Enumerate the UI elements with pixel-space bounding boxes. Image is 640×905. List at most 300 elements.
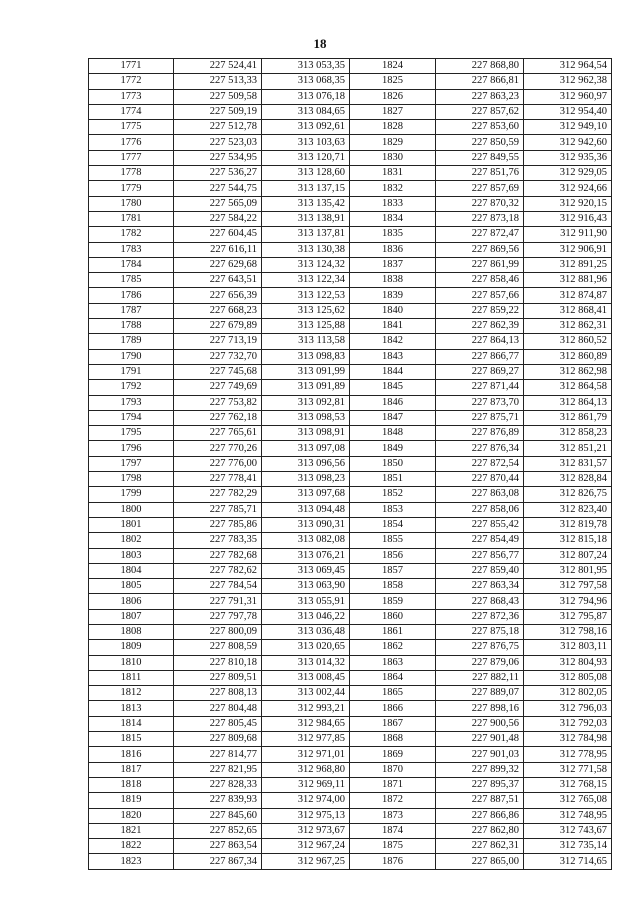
table-row xyxy=(89,579,612,594)
y-coordinate-cell: 313 076,21 xyxy=(262,548,350,563)
point-number-cell: 1806 xyxy=(89,594,174,609)
table-row xyxy=(89,548,612,563)
x-coordinate-cell: 227 875,71 xyxy=(436,410,524,425)
x-coordinate-cell: 227 857,69 xyxy=(436,181,524,196)
y-coordinate-cell: 313 113,58 xyxy=(262,334,350,349)
point-number-cell: 1854 xyxy=(350,517,436,532)
x-coordinate-cell: 227 828,33 xyxy=(174,777,262,792)
x-coordinate-cell: 227 850,59 xyxy=(436,135,524,150)
y-coordinate-cell: 313 103,63 xyxy=(262,135,350,150)
y-coordinate-cell: 313 122,53 xyxy=(262,288,350,303)
x-coordinate-cell: 227 797,78 xyxy=(174,609,262,624)
table-row xyxy=(89,823,612,838)
table-row xyxy=(89,426,612,441)
point-number-cell: 1846 xyxy=(350,395,436,410)
x-coordinate-cell: 227 862,80 xyxy=(436,823,524,838)
point-number-cell: 1831 xyxy=(350,166,436,181)
x-coordinate-cell: 227 782,62 xyxy=(174,563,262,578)
point-number-cell: 1830 xyxy=(350,150,436,165)
y-coordinate-cell: 313 055,91 xyxy=(262,594,350,609)
point-number-cell: 1872 xyxy=(350,793,436,808)
point-number-cell: 1865 xyxy=(350,686,436,701)
table-row xyxy=(89,487,612,502)
y-coordinate-cell: 312 962,38 xyxy=(524,74,612,89)
y-coordinate-cell: 312 929,05 xyxy=(524,166,612,181)
table-row xyxy=(89,242,612,257)
x-coordinate-cell: 227 509,58 xyxy=(174,89,262,104)
y-coordinate-cell: 313 124,32 xyxy=(262,257,350,272)
x-coordinate-cell: 227 814,77 xyxy=(174,747,262,762)
y-coordinate-cell: 312 954,40 xyxy=(524,104,612,119)
point-number-cell: 1783 xyxy=(89,242,174,257)
y-coordinate-cell: 312 964,54 xyxy=(524,59,612,74)
y-coordinate-cell: 313 046,22 xyxy=(262,609,350,624)
point-number-cell: 1801 xyxy=(89,517,174,532)
table-row xyxy=(89,839,612,854)
table-row xyxy=(89,502,612,517)
x-coordinate-cell: 227 872,54 xyxy=(436,456,524,471)
y-coordinate-cell: 312 862,98 xyxy=(524,364,612,379)
y-coordinate-cell: 312 860,89 xyxy=(524,349,612,364)
point-number-cell: 1800 xyxy=(89,502,174,517)
x-coordinate-cell: 227 873,70 xyxy=(436,395,524,410)
point-number-cell: 1841 xyxy=(350,319,436,334)
table-row xyxy=(89,854,612,869)
x-coordinate-cell: 227 869,56 xyxy=(436,242,524,257)
y-coordinate-cell: 312 858,23 xyxy=(524,426,612,441)
point-number-cell: 1876 xyxy=(350,854,436,869)
x-coordinate-cell: 227 782,68 xyxy=(174,548,262,563)
x-coordinate-cell: 227 749,69 xyxy=(174,380,262,395)
x-coordinate-cell: 227 866,86 xyxy=(436,808,524,823)
point-number-cell: 1811 xyxy=(89,670,174,685)
x-coordinate-cell: 227 866,77 xyxy=(436,349,524,364)
y-coordinate-cell: 312 861,79 xyxy=(524,410,612,425)
x-coordinate-cell: 227 900,56 xyxy=(436,716,524,731)
x-coordinate-cell: 227 872,36 xyxy=(436,609,524,624)
point-number-cell: 1860 xyxy=(350,609,436,624)
table-row xyxy=(89,655,612,670)
x-coordinate-cell: 227 784,54 xyxy=(174,579,262,594)
x-coordinate-cell: 227 656,39 xyxy=(174,288,262,303)
x-coordinate-cell: 227 809,68 xyxy=(174,732,262,747)
table-row xyxy=(89,364,612,379)
x-coordinate-cell: 227 882,11 xyxy=(436,670,524,685)
x-coordinate-cell: 227 765,61 xyxy=(174,426,262,441)
y-coordinate-cell: 312 881,96 xyxy=(524,273,612,288)
point-number-cell: 1828 xyxy=(350,120,436,135)
x-coordinate-cell: 227 839,93 xyxy=(174,793,262,808)
point-number-cell: 1776 xyxy=(89,135,174,150)
point-number-cell: 1842 xyxy=(350,334,436,349)
point-number-cell: 1773 xyxy=(89,89,174,104)
table-row xyxy=(89,257,612,272)
y-coordinate-cell: 313 097,68 xyxy=(262,487,350,502)
point-number-cell: 1853 xyxy=(350,502,436,517)
table-row xyxy=(89,120,612,135)
y-coordinate-cell: 312 969,11 xyxy=(262,777,350,792)
point-number-cell: 1790 xyxy=(89,349,174,364)
table-row xyxy=(89,395,612,410)
x-coordinate-cell: 227 732,70 xyxy=(174,349,262,364)
table-row xyxy=(89,380,612,395)
x-coordinate-cell: 227 873,18 xyxy=(436,211,524,226)
point-number-cell: 1867 xyxy=(350,716,436,731)
x-coordinate-cell: 227 783,35 xyxy=(174,533,262,548)
table-row xyxy=(89,777,612,792)
table-row xyxy=(89,303,612,318)
y-coordinate-cell: 313 125,62 xyxy=(262,303,350,318)
table-row xyxy=(89,319,612,334)
x-coordinate-cell: 227 898,16 xyxy=(436,701,524,716)
y-coordinate-cell: 313 002,44 xyxy=(262,686,350,701)
x-coordinate-cell: 227 513,33 xyxy=(174,74,262,89)
y-coordinate-cell: 313 098,23 xyxy=(262,472,350,487)
y-coordinate-cell: 313 082,08 xyxy=(262,533,350,548)
x-coordinate-cell: 227 901,48 xyxy=(436,732,524,747)
x-coordinate-cell: 227 524,41 xyxy=(174,59,262,74)
x-coordinate-cell: 227 778,41 xyxy=(174,472,262,487)
y-coordinate-cell: 312 911,90 xyxy=(524,227,612,242)
y-coordinate-cell: 312 795,87 xyxy=(524,609,612,624)
table-row xyxy=(89,517,612,532)
x-coordinate-cell: 227 875,18 xyxy=(436,624,524,639)
table-row xyxy=(89,670,612,685)
x-coordinate-cell: 227 629,68 xyxy=(174,257,262,272)
x-coordinate-cell: 227 782,29 xyxy=(174,487,262,502)
y-coordinate-cell: 313 128,60 xyxy=(262,166,350,181)
y-coordinate-cell: 313 120,71 xyxy=(262,150,350,165)
table-row xyxy=(89,288,612,303)
point-number-cell: 1813 xyxy=(89,701,174,716)
x-coordinate-cell: 227 753,82 xyxy=(174,395,262,410)
point-number-cell: 1817 xyxy=(89,762,174,777)
point-number-cell: 1858 xyxy=(350,579,436,594)
y-coordinate-cell: 312 828,84 xyxy=(524,472,612,487)
x-coordinate-cell: 227 785,86 xyxy=(174,517,262,532)
x-coordinate-cell: 227 865,00 xyxy=(436,854,524,869)
point-number-cell: 1843 xyxy=(350,349,436,364)
y-coordinate-cell: 312 801,95 xyxy=(524,563,612,578)
y-coordinate-cell: 313 137,15 xyxy=(262,181,350,196)
x-coordinate-cell: 227 863,08 xyxy=(436,487,524,502)
y-coordinate-cell: 313 138,91 xyxy=(262,211,350,226)
x-coordinate-cell: 227 800,09 xyxy=(174,624,262,639)
point-number-cell: 1772 xyxy=(89,74,174,89)
point-number-cell: 1871 xyxy=(350,777,436,792)
point-number-cell: 1868 xyxy=(350,732,436,747)
y-coordinate-cell: 312 784,98 xyxy=(524,732,612,747)
y-coordinate-cell: 313 053,35 xyxy=(262,59,350,74)
y-coordinate-cell: 312 974,00 xyxy=(262,793,350,808)
x-coordinate-cell: 227 863,34 xyxy=(436,579,524,594)
x-coordinate-cell: 227 876,75 xyxy=(436,640,524,655)
x-coordinate-cell: 227 887,51 xyxy=(436,793,524,808)
point-number-cell: 1797 xyxy=(89,456,174,471)
point-number-cell: 1855 xyxy=(350,533,436,548)
y-coordinate-cell: 312 860,52 xyxy=(524,334,612,349)
x-coordinate-cell: 227 876,34 xyxy=(436,441,524,456)
y-coordinate-cell: 312 819,78 xyxy=(524,517,612,532)
y-coordinate-cell: 313 068,35 xyxy=(262,74,350,89)
point-number-cell: 1840 xyxy=(350,303,436,318)
point-number-cell: 1833 xyxy=(350,196,436,211)
point-number-cell: 1777 xyxy=(89,150,174,165)
point-number-cell: 1784 xyxy=(89,257,174,272)
point-number-cell: 1829 xyxy=(350,135,436,150)
x-coordinate-cell: 227 869,27 xyxy=(436,364,524,379)
x-coordinate-cell: 227 845,60 xyxy=(174,808,262,823)
point-number-cell: 1787 xyxy=(89,303,174,318)
y-coordinate-cell: 312 735,14 xyxy=(524,839,612,854)
point-number-cell: 1866 xyxy=(350,701,436,716)
y-coordinate-cell: 312 942,60 xyxy=(524,135,612,150)
table-row xyxy=(89,563,612,578)
x-coordinate-cell: 227 804,48 xyxy=(174,701,262,716)
x-coordinate-cell: 227 762,18 xyxy=(174,410,262,425)
table-row xyxy=(89,609,612,624)
x-coordinate-cell: 227 643,51 xyxy=(174,273,262,288)
point-number-cell: 1873 xyxy=(350,808,436,823)
x-coordinate-cell: 227 512,78 xyxy=(174,120,262,135)
point-number-cell: 1775 xyxy=(89,120,174,135)
x-coordinate-cell: 227 868,43 xyxy=(436,594,524,609)
x-coordinate-cell: 227 857,66 xyxy=(436,288,524,303)
point-number-cell: 1803 xyxy=(89,548,174,563)
y-coordinate-cell: 313 092,81 xyxy=(262,395,350,410)
y-coordinate-cell: 313 098,53 xyxy=(262,410,350,425)
y-coordinate-cell: 312 714,65 xyxy=(524,854,612,869)
y-coordinate-cell: 312 805,08 xyxy=(524,670,612,685)
point-number-cell: 1844 xyxy=(350,364,436,379)
coordinates-table-body xyxy=(89,59,612,870)
y-coordinate-cell: 312 868,41 xyxy=(524,303,612,318)
y-coordinate-cell: 312 748,95 xyxy=(524,808,612,823)
y-coordinate-cell: 312 920,15 xyxy=(524,196,612,211)
point-number-cell: 1780 xyxy=(89,196,174,211)
x-coordinate-cell: 227 866,81 xyxy=(436,74,524,89)
point-number-cell: 1794 xyxy=(89,410,174,425)
y-coordinate-cell: 312 967,25 xyxy=(262,854,350,869)
y-coordinate-cell: 312 916,43 xyxy=(524,211,612,226)
x-coordinate-cell: 227 854,49 xyxy=(436,533,524,548)
table-row xyxy=(89,686,612,701)
x-coordinate-cell: 227 852,65 xyxy=(174,823,262,838)
point-number-cell: 1788 xyxy=(89,319,174,334)
y-coordinate-cell: 312 924,66 xyxy=(524,181,612,196)
y-coordinate-cell: 312 823,40 xyxy=(524,502,612,517)
point-number-cell: 1850 xyxy=(350,456,436,471)
x-coordinate-cell: 227 864,13 xyxy=(436,334,524,349)
point-number-cell: 1859 xyxy=(350,594,436,609)
x-coordinate-cell: 227 808,13 xyxy=(174,686,262,701)
x-coordinate-cell: 227 821,95 xyxy=(174,762,262,777)
y-coordinate-cell: 312 971,01 xyxy=(262,747,350,762)
y-coordinate-cell: 313 096,56 xyxy=(262,456,350,471)
table-row xyxy=(89,150,612,165)
y-coordinate-cell: 312 906,91 xyxy=(524,242,612,257)
point-number-cell: 1856 xyxy=(350,548,436,563)
x-coordinate-cell: 227 809,51 xyxy=(174,670,262,685)
point-number-cell: 1795 xyxy=(89,426,174,441)
point-number-cell: 1839 xyxy=(350,288,436,303)
x-coordinate-cell: 227 871,44 xyxy=(436,380,524,395)
y-coordinate-cell: 313 076,18 xyxy=(262,89,350,104)
x-coordinate-cell: 227 810,18 xyxy=(174,655,262,670)
y-coordinate-cell: 312 797,58 xyxy=(524,579,612,594)
x-coordinate-cell: 227 536,27 xyxy=(174,166,262,181)
y-coordinate-cell: 312 977,85 xyxy=(262,732,350,747)
x-coordinate-cell: 227 544,75 xyxy=(174,181,262,196)
point-number-cell: 1870 xyxy=(350,762,436,777)
x-coordinate-cell: 227 858,46 xyxy=(436,273,524,288)
table-row xyxy=(89,793,612,808)
x-coordinate-cell: 227 616,11 xyxy=(174,242,262,257)
y-coordinate-cell: 312 864,13 xyxy=(524,395,612,410)
point-number-cell: 1874 xyxy=(350,823,436,838)
y-coordinate-cell: 313 098,83 xyxy=(262,349,350,364)
x-coordinate-cell: 227 859,40 xyxy=(436,563,524,578)
y-coordinate-cell: 313 137,81 xyxy=(262,227,350,242)
point-number-cell: 1786 xyxy=(89,288,174,303)
table-row xyxy=(89,211,612,226)
point-number-cell: 1796 xyxy=(89,441,174,456)
x-coordinate-cell: 227 565,09 xyxy=(174,196,262,211)
y-coordinate-cell: 312 993,21 xyxy=(262,701,350,716)
point-number-cell: 1824 xyxy=(350,59,436,74)
y-coordinate-cell: 312 864,58 xyxy=(524,380,612,395)
table-row xyxy=(89,716,612,731)
y-coordinate-cell: 313 020,65 xyxy=(262,640,350,655)
point-number-cell: 1771 xyxy=(89,59,174,74)
x-coordinate-cell: 227 855,42 xyxy=(436,517,524,532)
y-coordinate-cell: 312 792,03 xyxy=(524,716,612,731)
point-number-cell: 1826 xyxy=(350,89,436,104)
table-row xyxy=(89,181,612,196)
y-coordinate-cell: 313 090,31 xyxy=(262,517,350,532)
table-row xyxy=(89,640,612,655)
y-coordinate-cell: 312 831,57 xyxy=(524,456,612,471)
point-number-cell: 1847 xyxy=(350,410,436,425)
point-number-cell: 1838 xyxy=(350,273,436,288)
table-row xyxy=(89,166,612,181)
y-coordinate-cell: 312 874,87 xyxy=(524,288,612,303)
y-coordinate-cell: 313 125,88 xyxy=(262,319,350,334)
x-coordinate-cell: 227 872,47 xyxy=(436,227,524,242)
point-number-cell: 1778 xyxy=(89,166,174,181)
point-number-cell: 1774 xyxy=(89,104,174,119)
x-coordinate-cell: 227 808,59 xyxy=(174,640,262,655)
point-number-cell: 1836 xyxy=(350,242,436,257)
x-coordinate-cell: 227 870,44 xyxy=(436,472,524,487)
point-number-cell: 1825 xyxy=(350,74,436,89)
point-number-cell: 1798 xyxy=(89,472,174,487)
point-number-cell: 1845 xyxy=(350,380,436,395)
y-coordinate-cell: 312 968,80 xyxy=(262,762,350,777)
x-coordinate-cell: 227 745,68 xyxy=(174,364,262,379)
point-number-cell: 1849 xyxy=(350,441,436,456)
y-coordinate-cell: 312 851,21 xyxy=(524,441,612,456)
point-number-cell: 1821 xyxy=(89,823,174,838)
point-number-cell: 1810 xyxy=(89,655,174,670)
table-row xyxy=(89,624,612,639)
point-number-cell: 1818 xyxy=(89,777,174,792)
x-coordinate-cell: 227 713,19 xyxy=(174,334,262,349)
x-coordinate-cell: 227 857,62 xyxy=(436,104,524,119)
y-coordinate-cell: 313 098,91 xyxy=(262,426,350,441)
x-coordinate-cell: 227 876,89 xyxy=(436,426,524,441)
y-coordinate-cell: 312 949,10 xyxy=(524,120,612,135)
x-coordinate-cell: 227 879,06 xyxy=(436,655,524,670)
x-coordinate-cell: 227 863,23 xyxy=(436,89,524,104)
point-number-cell: 1837 xyxy=(350,257,436,272)
y-coordinate-cell: 312 765,08 xyxy=(524,793,612,808)
point-number-cell: 1792 xyxy=(89,380,174,395)
point-number-cell: 1789 xyxy=(89,334,174,349)
point-number-cell: 1808 xyxy=(89,624,174,639)
table-row xyxy=(89,104,612,119)
x-coordinate-cell: 227 861,99 xyxy=(436,257,524,272)
x-coordinate-cell: 227 509,19 xyxy=(174,104,262,119)
x-coordinate-cell: 227 895,37 xyxy=(436,777,524,792)
x-coordinate-cell: 227 889,07 xyxy=(436,686,524,701)
table-row xyxy=(89,732,612,747)
table-row xyxy=(89,472,612,487)
y-coordinate-cell: 313 063,90 xyxy=(262,579,350,594)
x-coordinate-cell: 227 849,55 xyxy=(436,150,524,165)
y-coordinate-cell: 313 036,48 xyxy=(262,624,350,639)
table-row xyxy=(89,808,612,823)
x-coordinate-cell: 227 862,31 xyxy=(436,839,524,854)
page-number: 18 xyxy=(313,36,327,51)
x-coordinate-cell: 227 679,89 xyxy=(174,319,262,334)
y-coordinate-cell: 313 094,48 xyxy=(262,502,350,517)
y-coordinate-cell: 313 091,89 xyxy=(262,380,350,395)
point-number-cell: 1852 xyxy=(350,487,436,502)
y-coordinate-cell: 312 826,75 xyxy=(524,487,612,502)
table-row xyxy=(89,89,612,104)
x-coordinate-cell: 227 853,60 xyxy=(436,120,524,135)
point-number-cell: 1807 xyxy=(89,609,174,624)
table-row xyxy=(89,533,612,548)
point-number-cell: 1863 xyxy=(350,655,436,670)
point-number-cell: 1791 xyxy=(89,364,174,379)
table-row xyxy=(89,349,612,364)
x-coordinate-cell: 227 856,77 xyxy=(436,548,524,563)
point-number-cell: 1864 xyxy=(350,670,436,685)
y-coordinate-cell: 313 135,42 xyxy=(262,196,350,211)
table-row xyxy=(89,334,612,349)
x-coordinate-cell: 227 776,00 xyxy=(174,456,262,471)
table-row xyxy=(89,762,612,777)
y-coordinate-cell: 313 014,32 xyxy=(262,655,350,670)
y-coordinate-cell: 313 084,65 xyxy=(262,104,350,119)
point-number-cell: 1827 xyxy=(350,104,436,119)
point-number-cell: 1823 xyxy=(89,854,174,869)
table-row xyxy=(89,747,612,762)
y-coordinate-cell: 312 984,65 xyxy=(262,716,350,731)
y-coordinate-cell: 312 975,13 xyxy=(262,808,350,823)
point-number-cell: 1816 xyxy=(89,747,174,762)
table-row xyxy=(89,456,612,471)
y-coordinate-cell: 312 807,24 xyxy=(524,548,612,563)
point-number-cell: 1861 xyxy=(350,624,436,639)
point-number-cell: 1869 xyxy=(350,747,436,762)
y-coordinate-cell: 312 804,93 xyxy=(524,655,612,670)
y-coordinate-cell: 312 771,58 xyxy=(524,762,612,777)
point-number-cell: 1782 xyxy=(89,227,174,242)
y-coordinate-cell: 312 796,03 xyxy=(524,701,612,716)
